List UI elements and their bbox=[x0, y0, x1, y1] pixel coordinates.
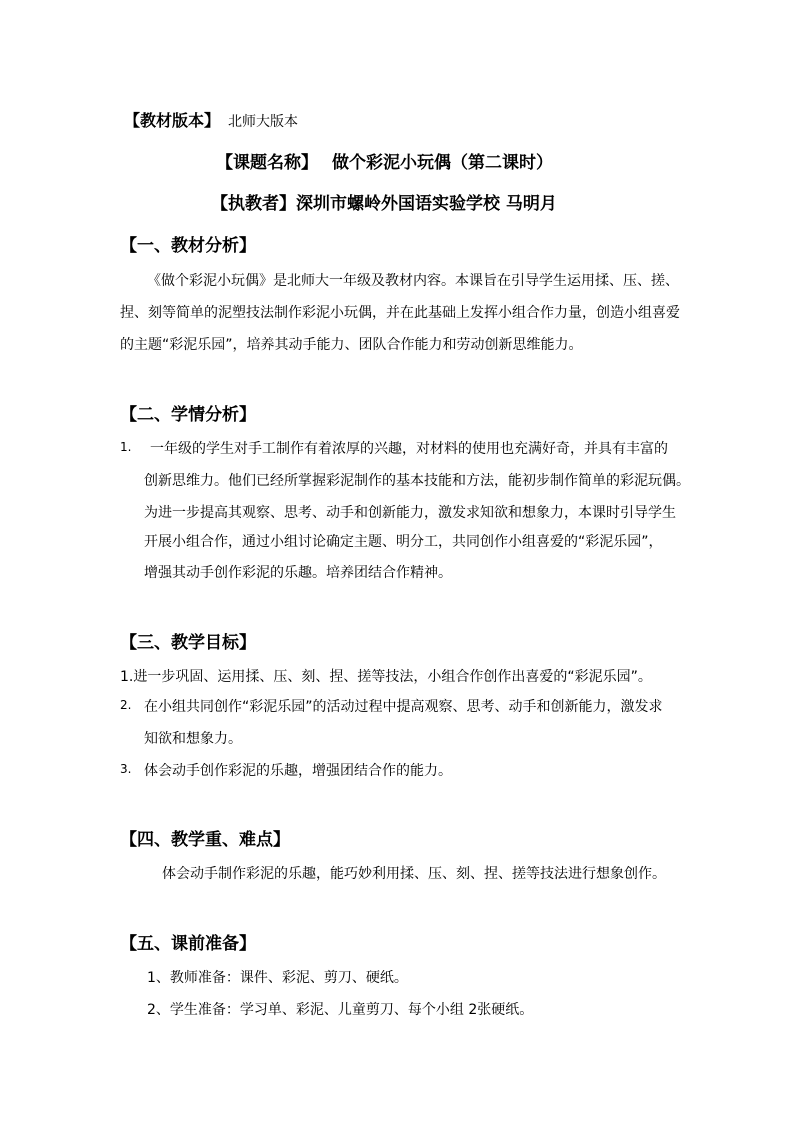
section-2-line-2: 创新思维力。他们已经所掌握彩泥制作的基本技能和方法，能初步制作简单的彩泥玩偶。 bbox=[144, 473, 690, 489]
teacher-label: 【执教者】 bbox=[211, 194, 296, 214]
section-4-heading: 【四、教学重、难点】 bbox=[120, 830, 290, 850]
section-1-line-2: 捏、刻等简单的泥塑技法制作彩泥小玩偶，并在此基础上发挥小组合作力量，创造小组喜爱 bbox=[120, 305, 680, 321]
section-3-item-3-number: 3. bbox=[120, 762, 132, 776]
section-3-heading: 【三、教学目标】 bbox=[120, 633, 256, 653]
teacher-row bbox=[211, 189, 557, 214]
section-3-item-2-line-2: 知欲和想象力。 bbox=[144, 731, 242, 747]
section-5-item-2: 2、学生准备：学习单、彩泥、儿童剪刀、每个小组 2张硬纸。 bbox=[147, 1002, 534, 1018]
title-label: 【课题名称】 bbox=[216, 153, 318, 173]
section-2-heading: 【二、学情分析】 bbox=[120, 405, 256, 425]
section-2-line-1: 一年级的学生对手工制作有着浓厚的兴趣，对材料的使用也充满好奇，并具有丰富的 bbox=[150, 441, 668, 457]
section-1-line-1: 《做个彩泥小玩偶》是北师大一年级及教材内容。本课旨在引导学生运用揉、压、搓、 bbox=[147, 273, 679, 289]
section-4-line: 体会动手制作彩泥的乐趣，能巧妙利用揉、压、刻、捏、搓等技法进行想象创作。 bbox=[162, 866, 666, 882]
section-3-item-1: 1.进一步巩固、运用揉、压、刻、捏、搓等技法，小组合作创作出喜爱的“彩泥乐园”。 bbox=[120, 669, 652, 685]
version-value: 北师大版本 bbox=[228, 114, 299, 130]
section-3-item-2-number: 2. bbox=[120, 698, 132, 712]
version-label: 【教材版本】 bbox=[124, 111, 221, 130]
title-row bbox=[216, 148, 553, 173]
section-2-number: 1. bbox=[120, 440, 132, 454]
section-1-heading: 【一、教材分析】 bbox=[120, 236, 256, 256]
section-2-line-4: 开展小组合作，通过小组讨论确定主题、明分工，共同创作小组喜爱的“彩泥乐园”， bbox=[144, 534, 663, 550]
section-3-item-3: 体会动手创作彩泥的乐趣，增强团结合作的能力。 bbox=[144, 763, 452, 779]
section-2-line-5: 增强其动手创作彩泥的乐趣。培养团结合作精神。 bbox=[144, 565, 452, 581]
section-5-item-1: 1、教师准备：课件、彩泥、剪刀、硬纸。 bbox=[147, 970, 408, 986]
section-5-heading: 【五、课前准备】 bbox=[120, 934, 256, 954]
teacher-value: 深圳市螺岭外国语实验学校 马明月 bbox=[296, 194, 557, 214]
section-2-line-3: 为进一步提高其观察、思考、动手和创新能力，激发求知欲和想象力，本课时引导学生 bbox=[144, 505, 676, 521]
version-row bbox=[124, 108, 298, 131]
section-1-line-3: 的主题“彩泥乐园”，培养其动手能力、团队合作能力和劳动创新思维能力。 bbox=[120, 337, 583, 353]
title-value: 做个彩泥小玩偶（第二课时） bbox=[332, 153, 553, 173]
section-3-item-2-line-1: 在小组共同创作“彩泥乐园”的活动过程中提高观察、思考、动手和创新能力，激发求 bbox=[144, 699, 663, 715]
